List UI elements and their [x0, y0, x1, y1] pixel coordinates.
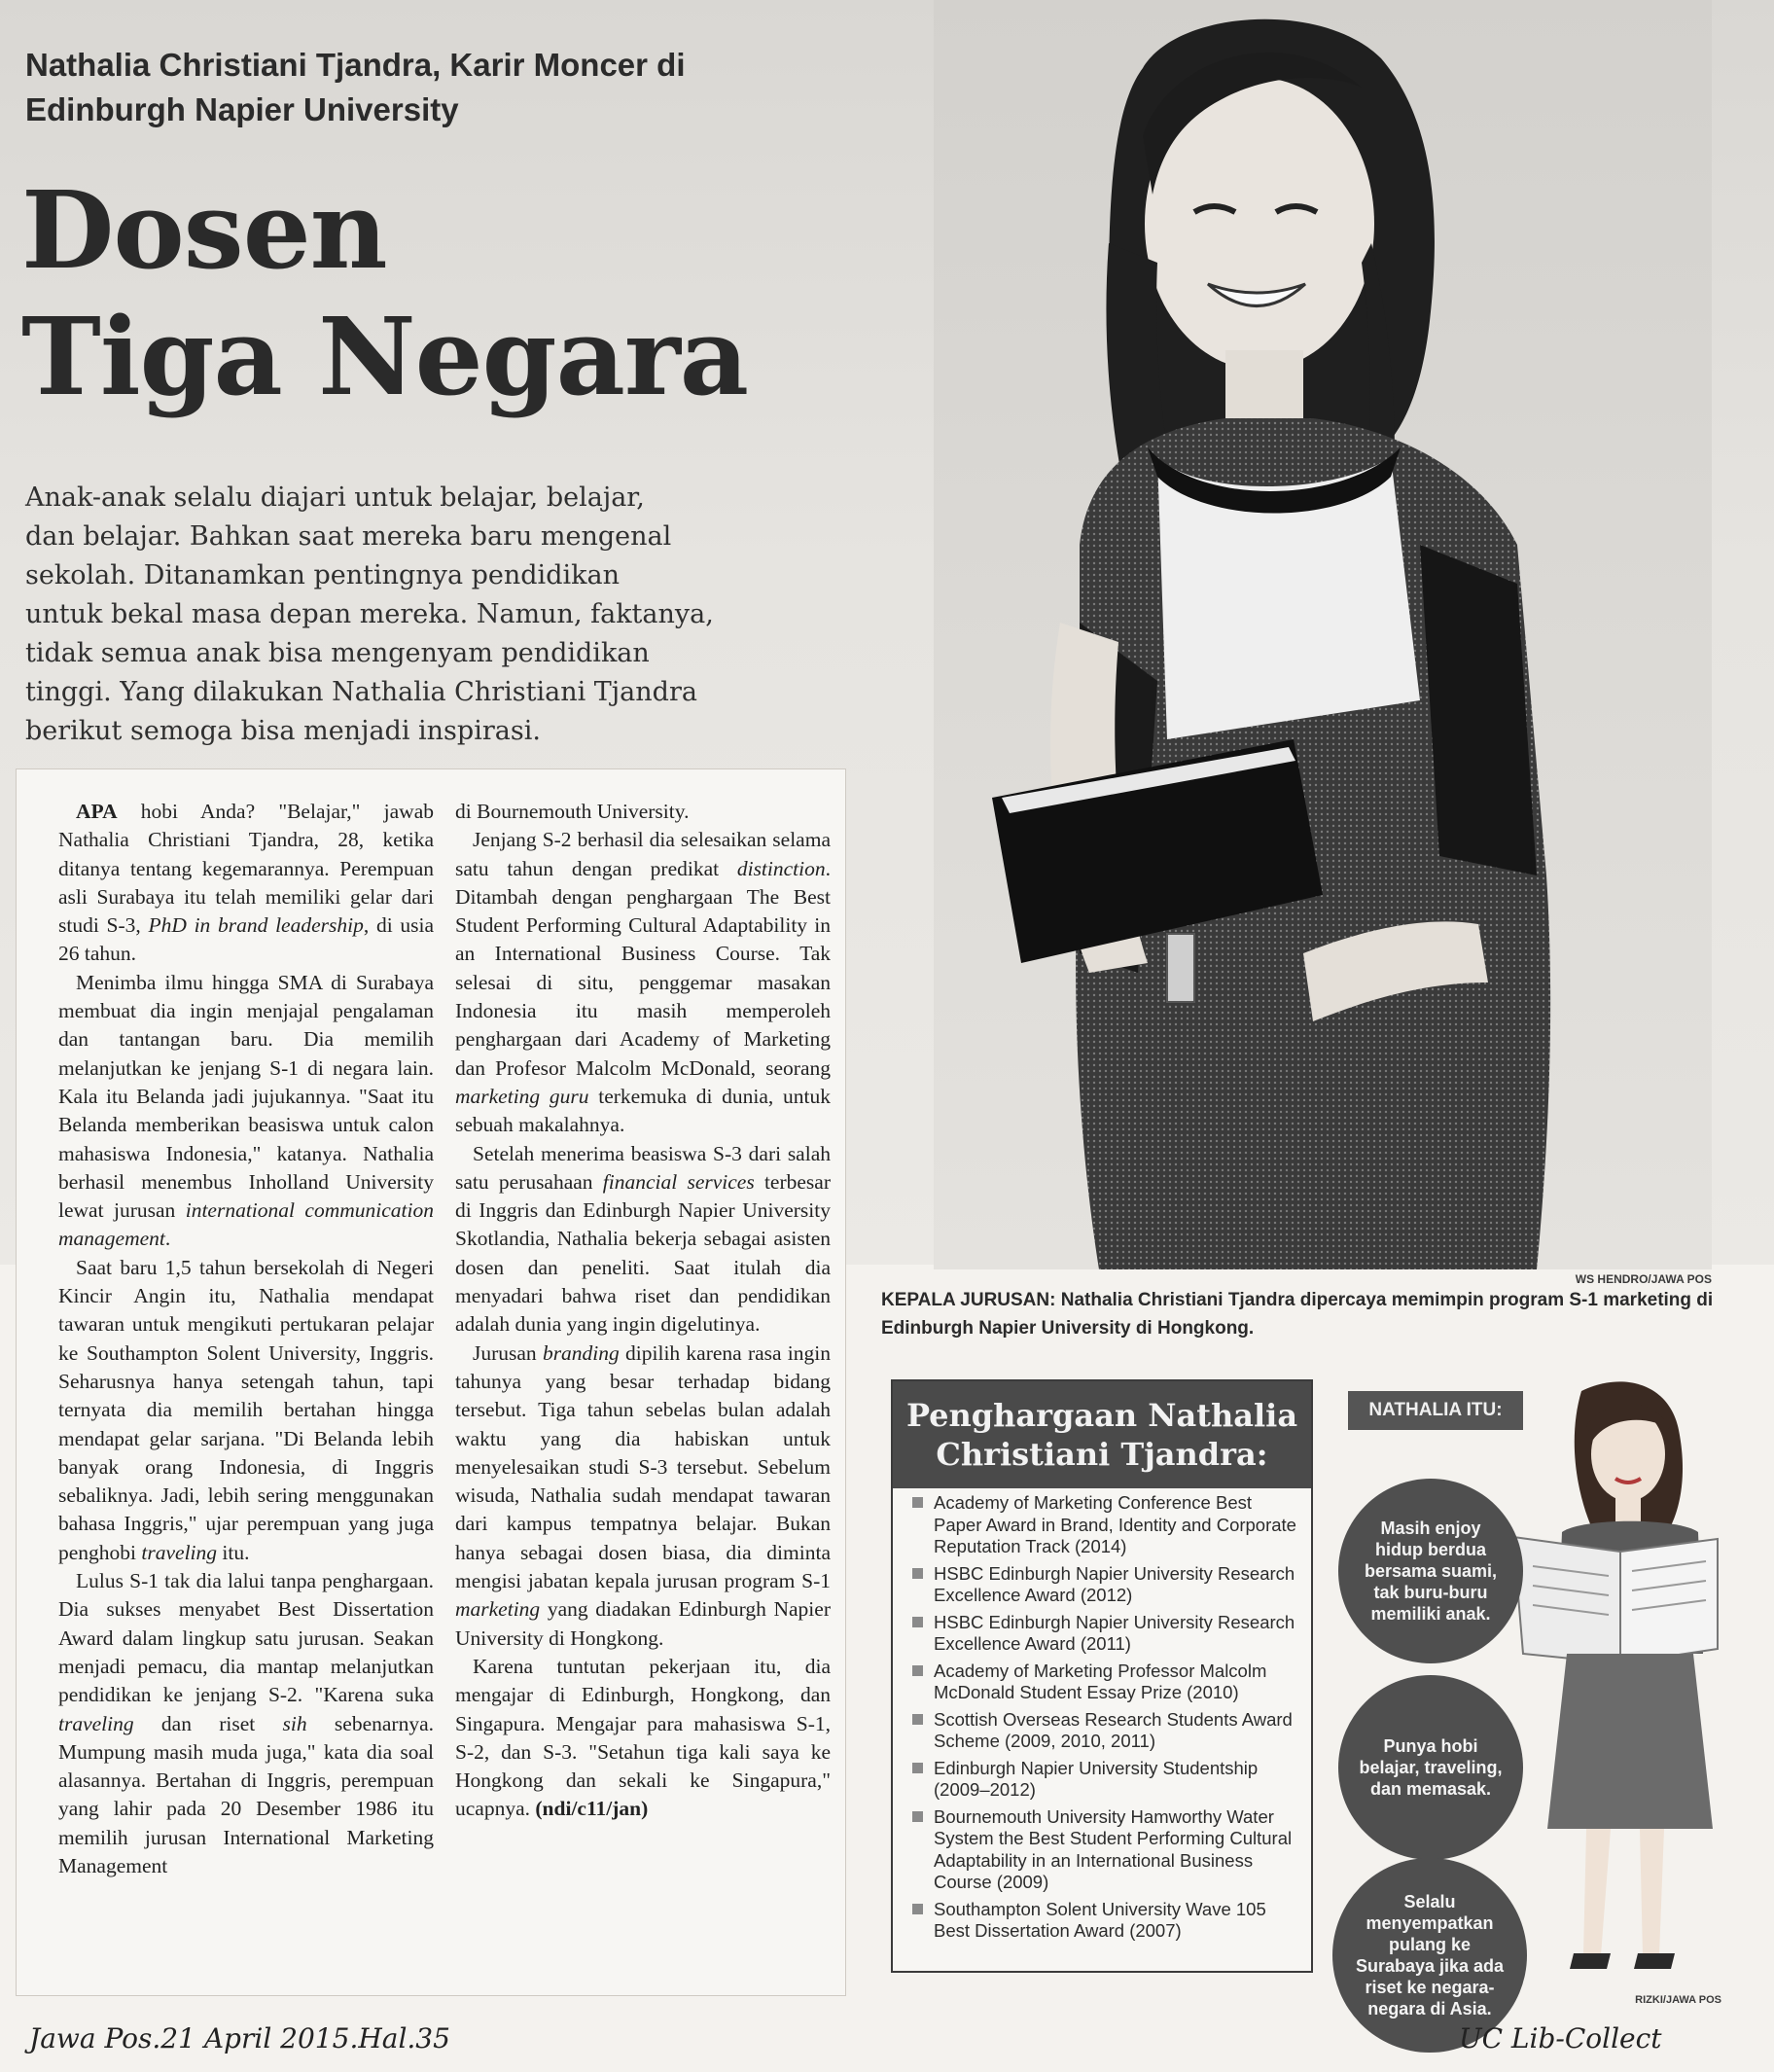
paragraph: [455, 798, 831, 826]
awards-list: [910, 1492, 1301, 1947]
text: . Ditambah dengan penghargaan The Best Student Performing Cultural Adaptability in an International Business Course. Tak selesai di situ, penggemar masakan Indonesia itu masih memperoleh penghargaan dari Academy of Marketing dan Profesor Malcolm McDonald, seorang: [455, 856, 831, 1080]
bullet-square-icon: [912, 1617, 923, 1627]
award-item: [910, 1612, 1301, 1656]
italic-text: sih: [282, 1711, 307, 1735]
text: Jurusan: [473, 1340, 543, 1365]
headline-line-1: Dosen: [21, 167, 387, 293]
italic-text: international communication management: [58, 1198, 434, 1251]
lead-in: APA: [76, 800, 118, 823]
award-item: [910, 1661, 1301, 1704]
award-text: Edinburgh Napier University Studentship (2009–2012): [934, 1757, 1259, 1800]
bullet-square-icon: [912, 1763, 923, 1773]
italic-text: branding: [542, 1340, 620, 1365]
award-text: Scottish Overseas Research Students Award Scheme (2009, 2010, 2011): [934, 1708, 1293, 1751]
facts-label: NATHALIA ITU:: [1348, 1391, 1523, 1430]
award-item: [910, 1806, 1301, 1894]
text: itu.: [217, 1540, 250, 1564]
text: Setelah menerima beasiswa S-3 dari salah satu perusahaan: [455, 1141, 831, 1194]
text: terbesar di Inggris dan Edinburgh Napier University Skotlandia, Nathalia bekerja sebagai asisten dosen dan peneliti. Saat itulah dia menyadari bahwa riset dan pendidikan adalah dunia yang ingin digelutinya.: [455, 1169, 831, 1337]
bullet-square-icon: [912, 1665, 923, 1676]
bullet-square-icon: [912, 1811, 923, 1822]
paragraph: [58, 1567, 434, 1880]
text: Karena tuntutan pekerjaan itu, dia mengajar di Edinburgh, Hongkong, dan Singapura. Mengajar para mahasiswa S-1, S-2, dan S-3. "Setahun tiga kali saya ke Hongkong dan sekali ke Singapura," ucapnya.: [455, 1654, 831, 1821]
text: dan riset: [133, 1711, 283, 1735]
text: dipilih karena rasa ingin tahunya yang besar terhadap bidang tersebut. Tiga tahun sebelas bulan adalah waktu yang dia habiskan untuk menyelesaikan studi S-3 tersebut. Sebelum wisuda, Nathalia sudah mendapat tawaran dari kampus tempatnya belajar. Bukan hanya sebagai dosen biasa, dia diminta mengisi jabatan kepala jurusan program S-1: [455, 1340, 831, 1593]
kicker: Nathalia Christiani Tjandra, Karir Moncer di Edinburgh Napier University: [25, 47, 686, 127]
paragraph: [455, 1340, 831, 1653]
text: , di usia 26 tahun.: [58, 913, 434, 966]
italic-text: PhD in brand leadership: [148, 913, 364, 938]
text: Menimba ilmu hingga SMA di Surabaya membuat dia ingin menjajal pengalaman dan tantangan baru. Dia memilih melanjutkan ke jenjang S-1 di negara lain. Kala itu Belanda jadi jujukannya. "Saat itu Belanda memberikan beasiswa untuk calon mahasiswa Indonesia," katanya. Nathalia berhasil menembus Inholland University lewat jurusan: [58, 970, 434, 1223]
fact-text: Selalu menyempatkan pulang ke Surabaya jika ada riset ke negara-negara di Asia.: [1355, 1892, 1505, 2018]
lead-line: sekolah. Ditanamkan pentingnya pendidikan: [25, 560, 620, 590]
award-text: HSBC Edinburgh Napier University Research Excellence Award (2012): [934, 1562, 1295, 1605]
fact-bubble: [1338, 1479, 1523, 1663]
award-item: [910, 1563, 1301, 1607]
collection-label: UC Lib-Collect: [1459, 2022, 1662, 2054]
award-text: Southampton Solent University Wave 105 Best Dissertation Award (2007): [934, 1898, 1266, 1941]
bullet-square-icon: [912, 1568, 923, 1579]
bullet-square-icon: [912, 1714, 923, 1725]
italic-text: marketing: [455, 1597, 541, 1622]
award-item: [910, 1492, 1301, 1558]
article-column-1: [58, 798, 434, 1880]
paragraph: [455, 826, 831, 1139]
lead-paragraph: [25, 479, 714, 751]
italic-text: distinction: [736, 856, 826, 880]
text: terkemuka di dunia, untuk sebuah makalahnya.: [455, 1084, 832, 1137]
awards-title: Penghargaan Nathalia Christiani Tjandra:: [893, 1381, 1311, 1488]
source-citation: Jawa Pos.21 April 2015.Hal.35: [29, 2022, 450, 2054]
award-item: [910, 1899, 1301, 1943]
award-text: Bournemouth University Hamworthy Water System the Best Student Performing Cultural Adaptability in an International Business Course (2009): [934, 1805, 1293, 1892]
lead-line: untuk bekal masa depan mereka. Namun, faktanya,: [25, 599, 714, 629]
fact-text: Masih enjoy hidup berdua bersama suami, tak buru-buru memiliki anak.: [1364, 1518, 1498, 1624]
text: hobi Anda? "Belajar," jawab Nathalia Christiani Tjandra, 28, ketika ditanya tentang kegemarannya. Perempuan asli Surabaya itu telah memiliki gelar dari studi S-3,: [58, 800, 434, 938]
text: Saat baru 1,5 tahun bersekolah di Negeri Kincir Angin itu, Nathalia mendapat tawaran untuk mengikuti pertukaran pelajar ke Southampton Solent University, Inggris. Seharusnya hanya setengah tahun, tapi ternyata dia memilih bertahan hingga mendapat gelar sarjana. "Di Belanda lebih banyak orang Indonesia, di Inggris sebaliknya. Jadi, lebih sering menggunakan bahasa Inggris," ujar perempuan yang juga penghobi: [58, 1255, 434, 1564]
photo-credit: WS HENDRO/JAWA POS: [1575, 1272, 1712, 1286]
headline-line-2: Tiga Negara: [21, 294, 749, 419]
fact-bubble: [1338, 1675, 1523, 1860]
italic-text: traveling: [58, 1711, 134, 1735]
award-text: Academy of Marketing Conference Best Paper Award in Brand, Identity and Corporate Reputation Track (2014): [934, 1492, 1296, 1556]
paragraph: [455, 1140, 831, 1340]
award-text: Academy of Marketing Professor Malcolm McDonald Student Essay Prize (2010): [934, 1660, 1267, 1702]
article-column-2: [455, 798, 831, 1824]
portrait-photo: [934, 0, 1712, 1269]
lead-line: tidak semua anak bisa mengenyam pendidikan: [25, 638, 650, 668]
lead-line: tinggi. Yang dilakukan Nathalia Christiani Tjandra: [25, 677, 697, 707]
bullet-square-icon: [912, 1904, 923, 1914]
lead-line: berikut semoga bisa menjadi inspirasi.: [25, 716, 541, 746]
paragraph: [58, 798, 434, 969]
award-text: HSBC Edinburgh Napier University Research Excellence Award (2011): [934, 1611, 1295, 1654]
lead-line: dan belajar. Bahkan saat mereka baru mengenal: [25, 521, 672, 552]
byline: (ndi/c11/jan): [535, 1797, 649, 1821]
illustration-credit: RIZKI/JAWA POS: [1635, 1994, 1721, 2006]
fact-text: Punya hobi belajar, traveling, dan memasak.: [1359, 1736, 1503, 1799]
italic-text: marketing guru: [455, 1084, 589, 1108]
photo-caption: KEPALA JURUSAN: Nathalia Christiani Tjandra dipercaya memimpin program S-1 marketing di Edinburgh Napier University di Hongkong.: [881, 1290, 1714, 1339]
paragraph: [58, 1254, 434, 1567]
text: di Bournemouth University.: [455, 800, 690, 823]
italic-text: traveling: [141, 1540, 218, 1564]
award-item: [910, 1709, 1301, 1753]
text: yang diadakan Edinburgh Napier University di Hongkong.: [455, 1597, 831, 1650]
awards-box: [891, 1379, 1313, 1973]
text: Lulus S-1 tak dia lalui tanpa penghargaan. Dia sukses menyabet Best Dissertation Award dalam lingkup satu jurusan. Seakan menjadi pemacu, dia mantap melanjutkan pendidikan ke jenjang S-2. "Karena suka: [58, 1569, 434, 1707]
award-item: [910, 1758, 1301, 1802]
text: sebenarnya. Mumpung masih muda juga," kata dia soal alasannya. Bertahan di Inggris, perempuan yang lahir pada 20 Desember 1986 itu memilih jurusan International Marketing Management: [58, 1711, 434, 1877]
text: .: [164, 1227, 171, 1251]
paragraph: [58, 969, 434, 1254]
lead-line: Anak-anak selalu diajari untuk belajar, belajar,: [25, 482, 645, 513]
bullet-square-icon: [912, 1497, 923, 1508]
text: Jenjang S-2 berhasil dia selesaikan selama satu tahun dengan predikat: [455, 828, 831, 880]
headline: [21, 167, 819, 420]
italic-text: financial services: [602, 1169, 755, 1194]
paragraph: [455, 1653, 831, 1824]
